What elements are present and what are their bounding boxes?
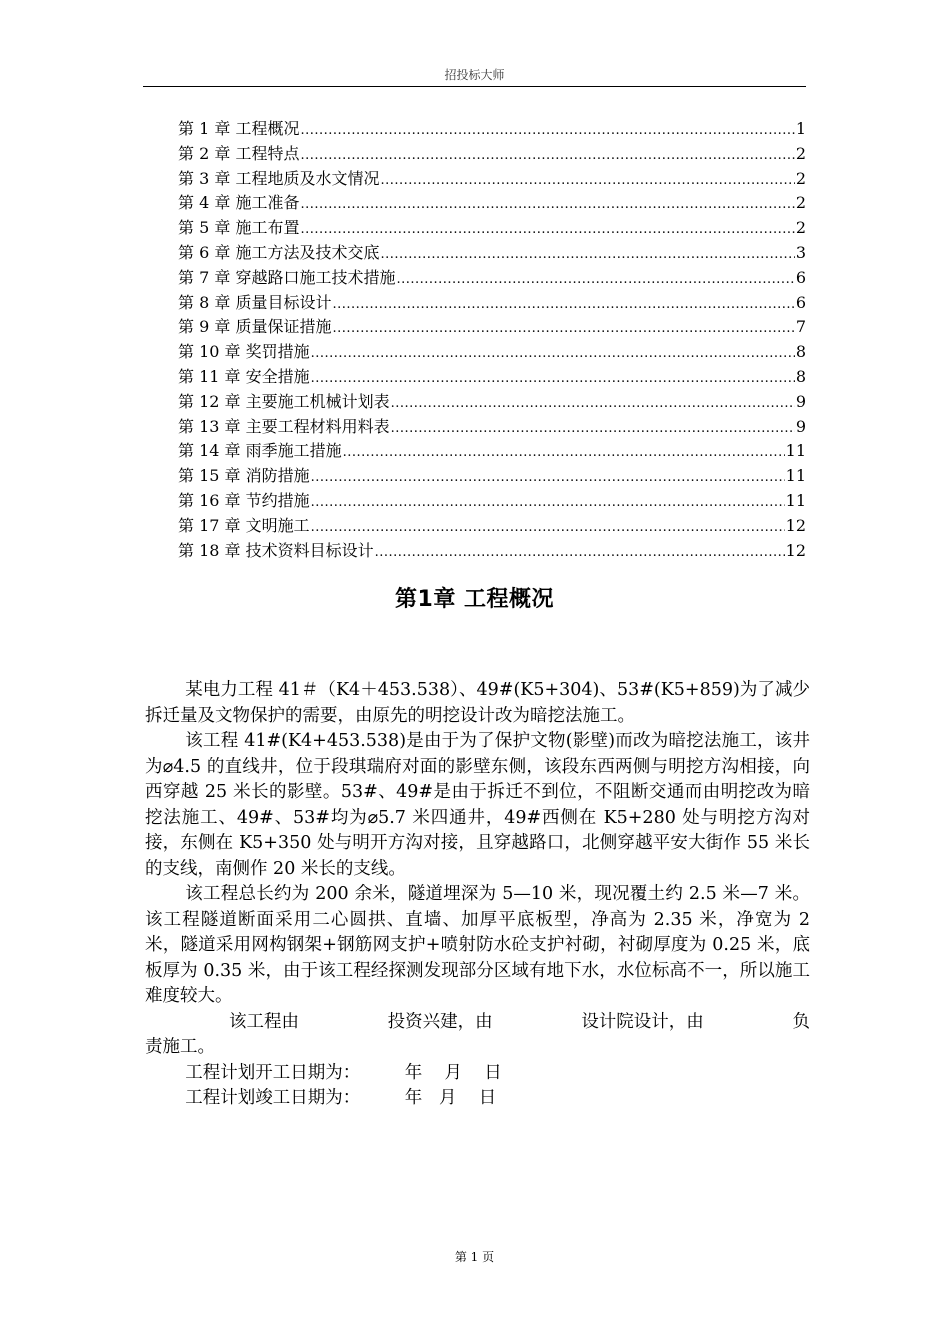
owner-line-part: 设计院设计，由 [581, 1011, 704, 1032]
paragraph: 某电力工程 41＃（K4＋453.538）、49#(K5+304)、53#(K5+859)为了减少拆迁量及文物保护的需要，由原先的明挖设计改为暗挖法施工。 [145, 680, 810, 726]
toc-entry-page: 9 [795, 416, 806, 436]
toc-leader [300, 119, 794, 142]
toc-entry[interactable] [178, 216, 806, 241]
toc-entry[interactable] [178, 117, 806, 142]
owner-line-part: 投资兴建，由 [387, 1011, 493, 1032]
paragraph: 该工程总长约为 200 余米，隧道埋深为 5—10 米，现况覆土约 2.5 米—7 米。该工程隧道断面采用二心圆拱、直墙、加厚平底板型，净高为 2.35 米，净宽为 2 米，隧道采用网构钢架+钢筋网支护+喷射防水砼支护衬砌，衬砌厚度为 0.25 米，底板厚为 0.35 米，由于该工程经探测发现部分区域有地下水，水位标高不一，所以施工难度较大。 [145, 884, 810, 1006]
toc-entry[interactable] [178, 315, 806, 340]
toc-entry-title: 第 18 章 技术资料目标设计 [178, 540, 374, 560]
toc-leader [343, 441, 785, 464]
toc-leader [300, 218, 794, 241]
toc-entry-page: 12 [785, 515, 806, 535]
toc-entry-title: 第 4 章 施工准备 [178, 193, 300, 213]
owner-line-part: 该工程由 [229, 1011, 299, 1032]
toc-entry-title: 第 8 章 质量目标设计 [178, 292, 332, 312]
toc-entry-page: 11 [785, 466, 806, 486]
page-footer: 第 1 页 [454, 1250, 495, 1264]
start-date-line: 工程计划开工日期为： 年 月 日 [185, 1062, 502, 1083]
chapter-body [145, 678, 810, 1112]
toc-entry-page: 3 [795, 242, 806, 262]
toc-entry-title: 第 14 章 雨季施工措施 [178, 441, 342, 461]
toc-entry-title: 第 10 章 奖罚措施 [178, 342, 310, 362]
chapter-heading: 第1章 工程概况 [395, 587, 554, 612]
toc-entry-page: 2 [795, 218, 806, 238]
toc-entry[interactable] [178, 291, 806, 316]
toc-entry[interactable] [178, 241, 806, 266]
toc-entry-title: 第 7 章 穿越路口施工技术措施 [178, 267, 396, 287]
toc-entry[interactable] [178, 415, 806, 440]
toc-leader [391, 417, 795, 440]
toc-entry[interactable] [178, 514, 806, 539]
paragraph: 该工程 41#(K4+453.538)是由于为了保护文物(影壁)而改为暗挖法施工，该井为⌀4.5 的直线井，位于段琪瑞府对面的影壁东侧，该段东西两侧与明挖方沟相接，向西穿越 25 米长的影壁。53#、49#是由于拆迁不到位，不阻断交通而由明挖改为暗挖法施工、49#、53#均为⌀5.7 米四通井，49#西侧在 K5+280 处与明挖方沟对接，东侧在 K5+350 处与明开方沟对接，且穿越路口，北侧穿越平安大街作 55 米长的支线，南侧作 20 米长的支线。 [145, 731, 810, 879]
toc-entry-title: 第 3 章 工程地质及水文情况 [178, 168, 380, 188]
toc-entry-page: 12 [785, 540, 806, 560]
toc-entry-title: 第 9 章 质量保证措施 [178, 317, 332, 337]
toc-entry-page: 8 [795, 342, 806, 362]
toc-entry-title: 第 16 章 节约措施 [178, 490, 310, 510]
toc-entry-page: 2 [795, 193, 806, 213]
toc-entry-page: 11 [785, 490, 806, 510]
toc-entry-page: 2 [795, 168, 806, 188]
page-header: 招投标大师 [444, 68, 505, 82]
toc-entry-page: 1 [795, 119, 806, 138]
owner-line [145, 1010, 810, 1036]
toc-leader [375, 541, 785, 564]
toc-entry[interactable] [178, 191, 806, 216]
toc-leader [300, 144, 794, 167]
toc-leader [311, 367, 795, 390]
toc-leader [380, 169, 794, 192]
toc-entry-title: 第 12 章 主要施工机械计划表 [178, 391, 390, 411]
toc-entry-title: 第 11 章 安全措施 [178, 366, 310, 386]
toc-entry[interactable] [178, 489, 806, 514]
toc-entry[interactable] [178, 464, 806, 489]
owner-line-part: 负 [792, 1011, 810, 1032]
toc-entry-page: 11 [785, 441, 806, 461]
toc-leader [391, 392, 795, 415]
toc-entry[interactable] [178, 539, 806, 564]
toc-entry-title: 第 17 章 文明施工 [178, 515, 310, 535]
toc-entry-page: 9 [795, 391, 806, 411]
toc-entry[interactable] [178, 390, 806, 415]
owner-line-continuation: 责施工。 [145, 1037, 215, 1057]
toc-leader [300, 193, 794, 216]
toc-leader [311, 516, 785, 539]
toc-entry[interactable] [178, 439, 806, 464]
toc-entry-title: 第 6 章 施工方法及技术交底 [178, 242, 380, 262]
toc-entry[interactable] [178, 340, 806, 365]
toc-leader [332, 293, 794, 316]
header-rule [143, 86, 806, 87]
toc-entry[interactable] [178, 266, 806, 291]
toc-entry-title: 第 1 章 工程概况 [178, 119, 300, 138]
toc-entry-page: 7 [795, 317, 806, 337]
table-of-contents [178, 117, 806, 563]
toc-entry[interactable] [178, 365, 806, 390]
toc-entry-title: 第 2 章 工程特点 [178, 143, 300, 163]
toc-entry-page: 6 [795, 267, 806, 287]
toc-entry-page: 6 [795, 292, 806, 312]
toc-entry[interactable] [178, 167, 806, 192]
toc-entry[interactable] [178, 142, 806, 167]
toc-entry-title: 第 5 章 施工布置 [178, 218, 300, 238]
toc-entry-page: 2 [795, 143, 806, 163]
toc-leader [396, 268, 794, 291]
toc-leader [311, 466, 785, 489]
toc-leader [332, 317, 794, 340]
toc-entry-title: 第 13 章 主要工程材料用料表 [178, 416, 390, 436]
toc-leader [380, 243, 794, 266]
end-date-line: 工程计划竣工日期为： 年 月 日 [185, 1088, 497, 1108]
toc-entry-title: 第 15 章 消防措施 [178, 466, 310, 486]
toc-leader [311, 491, 785, 514]
toc-leader [311, 342, 795, 365]
toc-entry-page: 8 [795, 366, 806, 386]
